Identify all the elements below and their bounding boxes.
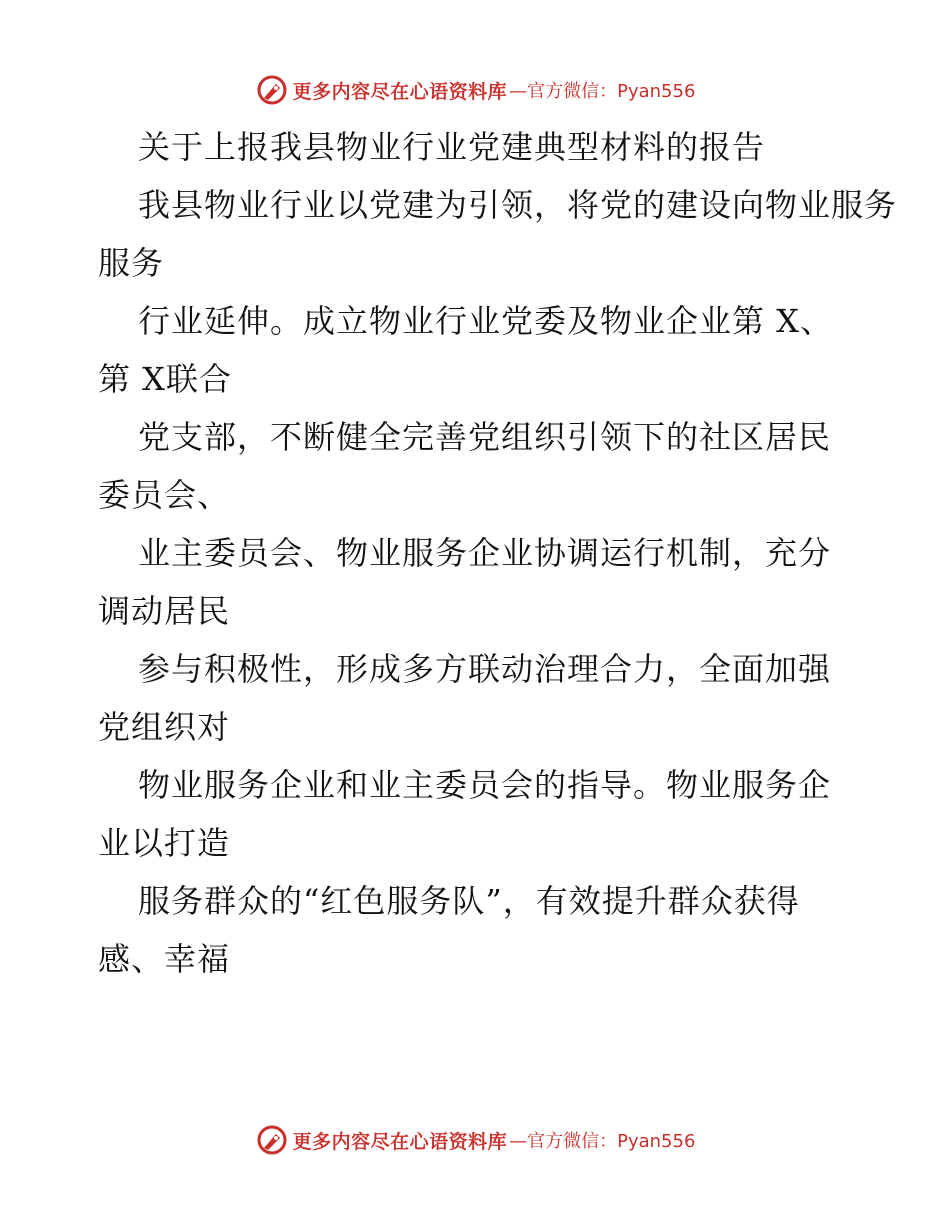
pen-nib-logo-icon — [255, 1123, 289, 1157]
text-line: 物业服务企业和业主委员会的指导。物业服务企 — [138, 766, 832, 804]
banner-site-name: 更多内容尽在心语资料库 — [292, 80, 508, 103]
text-line: 业以打造 — [98, 824, 231, 862]
text-line: 参与积极性，形成多方联动治理合力，全面加强 — [138, 650, 832, 688]
banner-wechat: —官方微信：Pyan556 — [509, 81, 696, 102]
text-line: 党组织对 — [98, 708, 231, 746]
text-line: 业主委员会、物业服务企业协调运行机制，充分 — [138, 534, 832, 572]
footer-banner — [0, 1120, 950, 1160]
text-line: 服务群众的“红色服务队”，有效提升群众获得 — [138, 882, 800, 920]
header-banner — [0, 70, 950, 110]
text-line: 感、幸福 — [98, 940, 231, 978]
banner-wechat: —官方微信：Pyan556 — [509, 1131, 696, 1152]
text-line: 服务 — [98, 244, 165, 282]
banner-site-name: 更多内容尽在心语资料库 — [292, 1130, 508, 1153]
text-line: 我县物业行业以党建为引领，将党的建设向物业服务 — [138, 186, 898, 224]
document-body — [98, 118, 898, 988]
text-line: 党支部，不断健全完善党组织引领下的社区居民 — [138, 418, 832, 456]
pen-nib-logo-icon — [255, 73, 289, 107]
text-line: 行业延伸。成立物业行业党委及物业企业第 X、 — [138, 302, 833, 340]
text-line: 委员会、 — [98, 476, 231, 514]
text-line: 第 X联合 — [98, 360, 232, 398]
document-title: 关于上报我县物业行业党建典型材料的报告 — [138, 128, 766, 166]
text-line: 调动居民 — [98, 592, 231, 630]
